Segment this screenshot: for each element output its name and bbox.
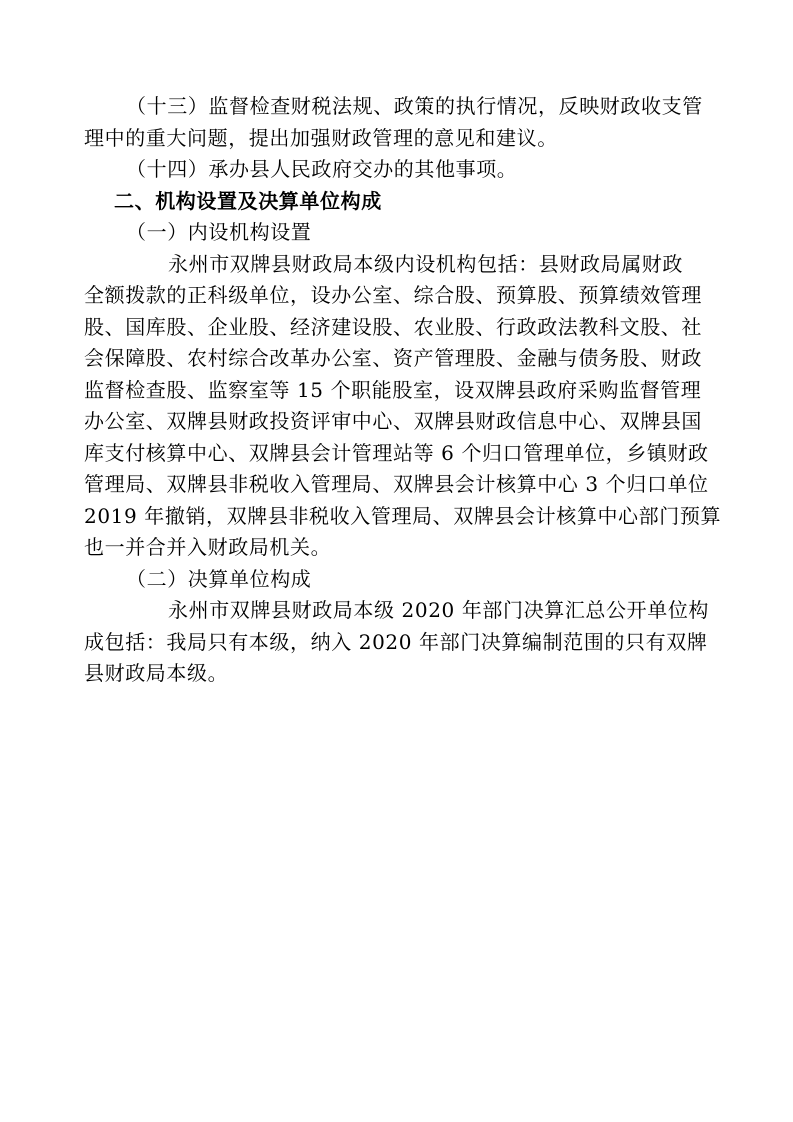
document-body [84, 91, 724, 690]
section-heading-2: 二、机构设置及决算单位构成 [114, 188, 382, 213]
paragraph-item-13-line-1: （十三）监督检查财税法规、政策的执行情况，反映财政收支管 [126, 94, 703, 118]
structure-paragraph-line-10: 也一并合并入财政局机关。 [84, 535, 332, 559]
structure-paragraph-line-1: 永州市双牌县财政局本级内设机构包括：县财政局属财政 [168, 251, 683, 276]
structure-paragraph-line-7: 库支付核算中心、双牌县会计管理站等 6 个归口管理单位，乡镇财政 [84, 440, 709, 465]
units-paragraph-line-1: 永州市双牌县财政局本级 2020 年部门决算汇总公开单位构 [168, 598, 710, 622]
structure-paragraph-line-8: 管理局、双牌县非税收入管理局、双牌县会计核算中心 3 个归口单位 [84, 472, 709, 496]
structure-paragraph-line-2: 全额拨款的正科级单位，设办公室、综合股、预算股、预算绩效管理 [84, 283, 702, 307]
structure-paragraph-line-5: 监督检查股、监察室等 15 个职能股室，设双牌县政府采购监督管理 [84, 377, 702, 402]
structure-paragraph-line-4: 会保障股、农村综合改革办公室、资产管理股、金融与债务股、财政 [84, 346, 702, 370]
paragraph-item-14: （十四）承办县人民政府交办的其他事项。 [126, 157, 518, 181]
subheading-final-account-units: （二）决算单位构成 [126, 566, 312, 591]
subheading-internal-structure: （一）内设机构设置 [126, 220, 312, 244]
units-paragraph-line-2: 成包括：我局只有本级，纳入 2020 年部门决算编制范围的只有双牌 [84, 629, 708, 654]
structure-paragraph-line-9: 2019 年撤销，双牌县非税收入管理局、双牌县会计核算中心部门预算 [84, 503, 722, 528]
units-paragraph-line-3: 县财政局本级。 [84, 661, 229, 685]
structure-paragraph-line-6: 办公室、双牌县财政投资评审中心、双牌县财政信息中心、双牌县国 [84, 409, 702, 433]
paragraph-item-13-line-2: 理中的重大问题，提出加强财政管理的意见和建议。 [84, 125, 558, 150]
structure-paragraph-line-3: 股、国库股、企业股、经济建设股、农业股、行政政法教科文股、社 [84, 314, 702, 339]
